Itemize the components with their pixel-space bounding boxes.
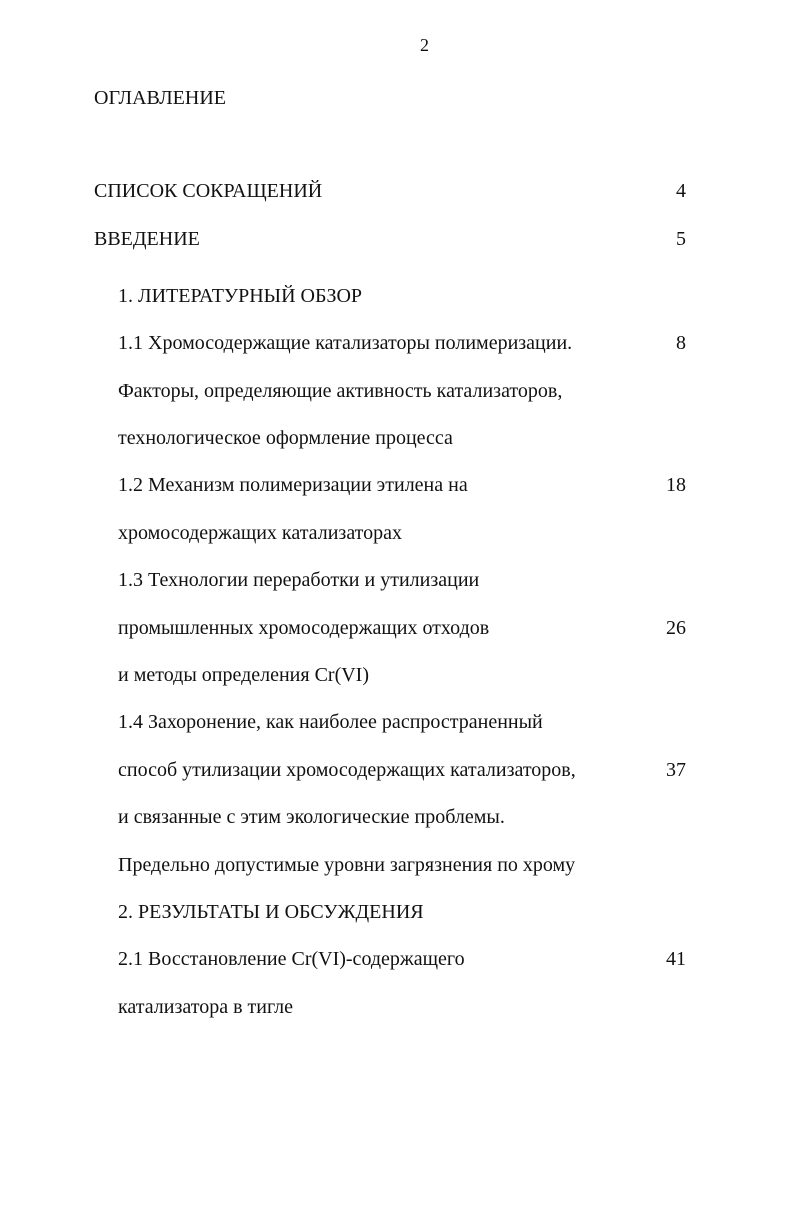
toc-page-1-2: 18 [666,474,686,496]
toc-chapter-2-heading: 2. РЕЗУЛЬТАТЫ И ОБСУЖДЕНИЯ [118,901,424,923]
toc-page-2-1: 41 [666,948,686,970]
toc-entry-1-4-line-1: 1.4 Захоронение, как наиболее распространенный [118,711,543,733]
toc-entry-1-1-line-3: технологическое оформление процесса [118,427,453,449]
toc-entry-2-1-line-1: 2.1 Восстановление Cr(VI)-содержащего [118,948,465,970]
toc-entry-introduction: ВВЕДЕНИЕ [94,228,200,250]
toc-page-1-3: 26 [666,617,686,639]
toc-page-1-4: 37 [666,759,686,781]
toc-entry-1-1-line-1: 1.1 Хромосодержащие катализаторы полимеризации. [118,332,573,354]
toc-entry-abbreviations: СПИСОК СОКРАЩЕНИЙ [94,180,323,202]
toc-entry-2-1-line-2: катализатора в тигле [118,996,294,1018]
toc-entry-1-1-line-2: Факторы, определяющие активность катализаторов, [118,380,563,402]
toc-page-introduction: 5 [676,228,686,250]
toc-page-abbreviations: 4 [676,180,686,202]
toc-chapter-1-heading: 1. ЛИТЕРАТУРНЫЙ ОБЗОР [118,285,363,307]
page-number: 2 [420,35,429,55]
toc-entry-1-4-line-4: Предельно допустимые уровни загрязнения по хрому [118,854,576,876]
toc-page-1-1: 8 [676,332,686,354]
toc-title: ОГЛАВЛЕНИЕ [94,87,226,109]
toc-entry-1-4-line-2: способ утилизации хромосодержащих катализаторов, [118,759,576,781]
toc-entry-1-2-line-2: хромосодержащих катализаторах [118,522,403,544]
toc-entry-1-3-line-3: и методы определения Cr(VI) [118,664,370,686]
toc-entry-1-4-line-3: и связанные с этим экологические проблемы. [118,806,505,828]
toc-entry-1-2-line-1: 1.2 Механизм полимеризации этилена на [118,474,468,496]
toc-entry-1-3-line-1: 1.3 Технологии переработки и утилизации [118,569,480,591]
toc-entry-1-3-line-2: промышленных хромосодержащих отходов [118,617,490,639]
